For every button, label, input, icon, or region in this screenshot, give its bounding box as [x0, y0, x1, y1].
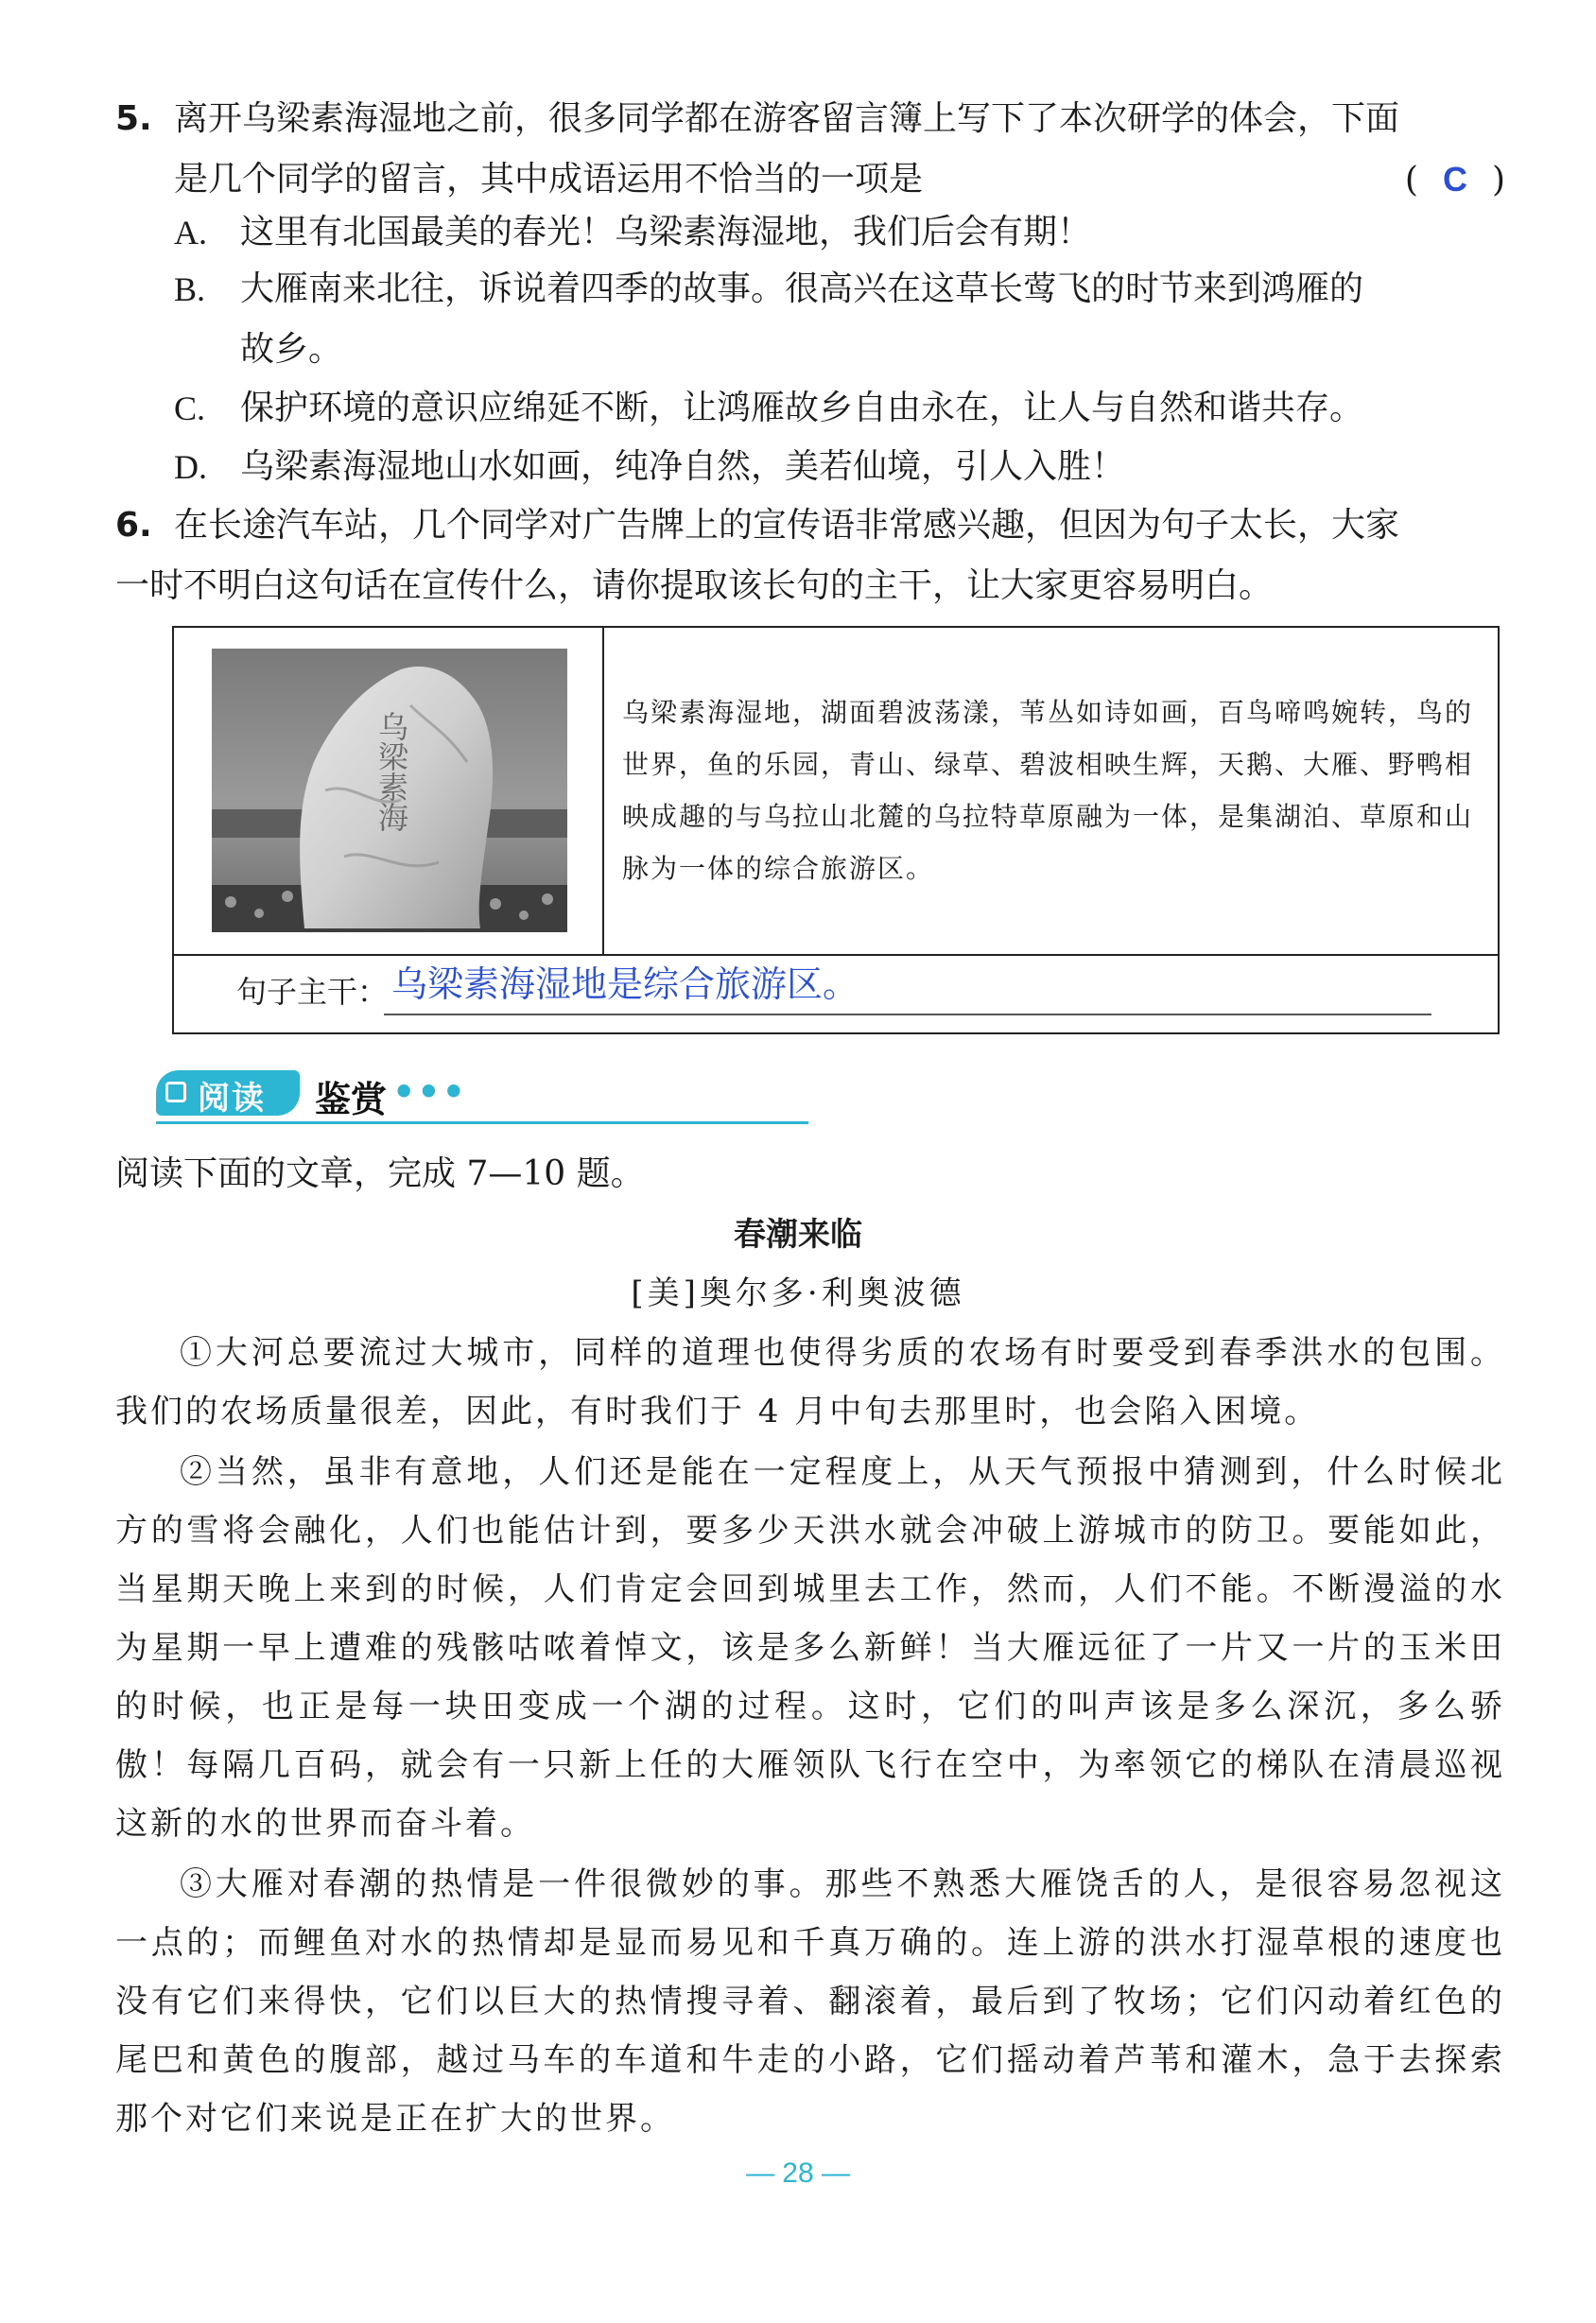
option-text: 保护环境的意识应绵延不断，让鸿雁故乡自由永在，让人与自然和谐共存。 — [240, 389, 1364, 427]
section-underline — [156, 1121, 808, 1124]
option-letter: A. — [174, 214, 207, 251]
sentence-trunk-answer: 乌梁素海湿地是综合旅游区。 — [391, 965, 859, 1005]
stem-line-2 — [174, 149, 1505, 210]
divider — [602, 628, 604, 954]
question-5 — [115, 89, 1505, 210]
stem-line: 离开乌梁素海湿地之前，很多同学都在游客留言簿上写下了本次研学的体会，下面 — [174, 99, 1400, 138]
option-text: 故乡。 — [240, 330, 343, 369]
sentence-trunk-label: 句子主干： — [236, 974, 389, 1010]
stem-line-text: 是几个同学的留言，其中成语运用不恰当的一项是 — [174, 160, 924, 199]
page-number: — 28 — — [745, 2158, 851, 2189]
rock-inscription: 乌梁素海 — [373, 711, 409, 832]
article-title: 春潮来临 — [734, 1216, 862, 1254]
article-paragraph: ②当然，虽非有意地，人们还是能在一定程度上，从天气预报中猜测到，什么时候北方的雪将会融化，人们也能估计到，要多少天洪水就会冲破上游城市的防卫。要能如此，当星期天晚上来到的时候，人们肯定会回到城里去工作，然而，人们不能。不断漫溢的水为星期一早上遭难的残骸咕哝着悼文，该是多么新鲜！当大雁远征了一片又一片的玉米田的时候，也正是每一块田变成一个湖的过程。这时，它们的叫声该是多么深沉，多么骄傲！每隔几百码，就会有一只新上任的大雁领队飞行在空中，为率领它的梯队在清晨巡视这新的水的世界而奋斗着。 — [115, 1453, 1505, 1843]
section-title: 鉴赏 — [315, 1079, 388, 1120]
option-text: 乌梁素海湿地山水如画，纯净自然，美若仙境，引人入胜！ — [240, 447, 1126, 486]
option-letter: C. — [174, 390, 206, 427]
question-number: 5. — [115, 99, 152, 138]
reading-instruction: 阅读下面的文章，完成 7—10 题。 — [115, 1154, 645, 1193]
slogan-box — [172, 626, 1500, 1034]
slogan-text: 乌梁素海湿地，湖面碧波荡漾，苇丛如诗如画，百鸟啼鸣婉转，鸟的世界，鱼的乐园，青山、绿草、碧波相映生辉，天鹅、大雁、野鸭相映成趣的与乌拉山北麓的乌拉特草原融为一体，是集湖泊、草原和山脉为一体的综合旅游区。 — [622, 697, 1474, 884]
question-number: 6. — [115, 506, 152, 545]
rock-photo — [212, 649, 567, 932]
section-header — [156, 1066, 808, 1125]
question-stem — [174, 495, 1505, 556]
option-text: 这里有北国最美的春光！乌梁素海湿地，我们后会有期！ — [240, 213, 1092, 251]
tag-icon — [165, 1082, 186, 1102]
article-paragraph: ③大雁对春潮的热情是一件很微妙的事。那些不熟悉大雁饶舌的人，是很容易忽视这一点的；而鲤鱼对水的热情却是显而易见和千真万确的。连上游的洪水打湿草根的速度也没有它们来得快，它们以巨大的热情搜寻着、翻滚着，最后到了牧场；它们闪动着红色的尾巴和黄色的腹部，越过马车的车道和牛走的小路，它们摇动着芦苇和灌木，急于去探索那个对它们来说是正在扩大的世界。 — [115, 1865, 1505, 2138]
article-paragraph: ①大河总要流过大城市，同样的道理也使得劣质的农场有时要受到春季洪水的包围。我们的农场质量很差，因此，有时我们于 4 月中旬去那里时，也会陷入困境。 — [115, 1334, 1505, 1430]
section-pill-label: 阅读 — [198, 1080, 266, 1118]
article-author: [美]奥尔多·利奥波德 — [631, 1274, 965, 1312]
question-6-line-2 — [115, 556, 1505, 616]
option-text: 大雁南来北往，诉说着四季的故事。很高兴在这草长莺飞的时节来到鸿雁的 — [240, 269, 1364, 308]
option-d — [174, 437, 1507, 497]
rock-image — [212, 649, 567, 932]
option-b — [174, 259, 1507, 320]
option-a — [174, 202, 1507, 263]
option-letter: D. — [174, 448, 207, 486]
bracket-open: ( — [1404, 161, 1418, 199]
option-letter: B. — [174, 270, 206, 308]
section-dots: ••• — [392, 1070, 467, 1113]
option-b-continued — [174, 320, 1507, 380]
handwritten-answer: C — [1442, 160, 1467, 199]
option-c — [174, 378, 1507, 439]
stem-line: 在长途汽车站，几个同学对广告牌上的宣传语非常感兴趣，但因为句子太长，大家 — [174, 506, 1400, 545]
question-stem — [174, 89, 1505, 210]
bracket-close: ) — [1491, 161, 1505, 199]
stem-line: 一时不明白这句话在宣传什么，请你提取该长句的主干，让大家更容易明白。 — [115, 566, 1274, 605]
question-6 — [115, 495, 1505, 556]
